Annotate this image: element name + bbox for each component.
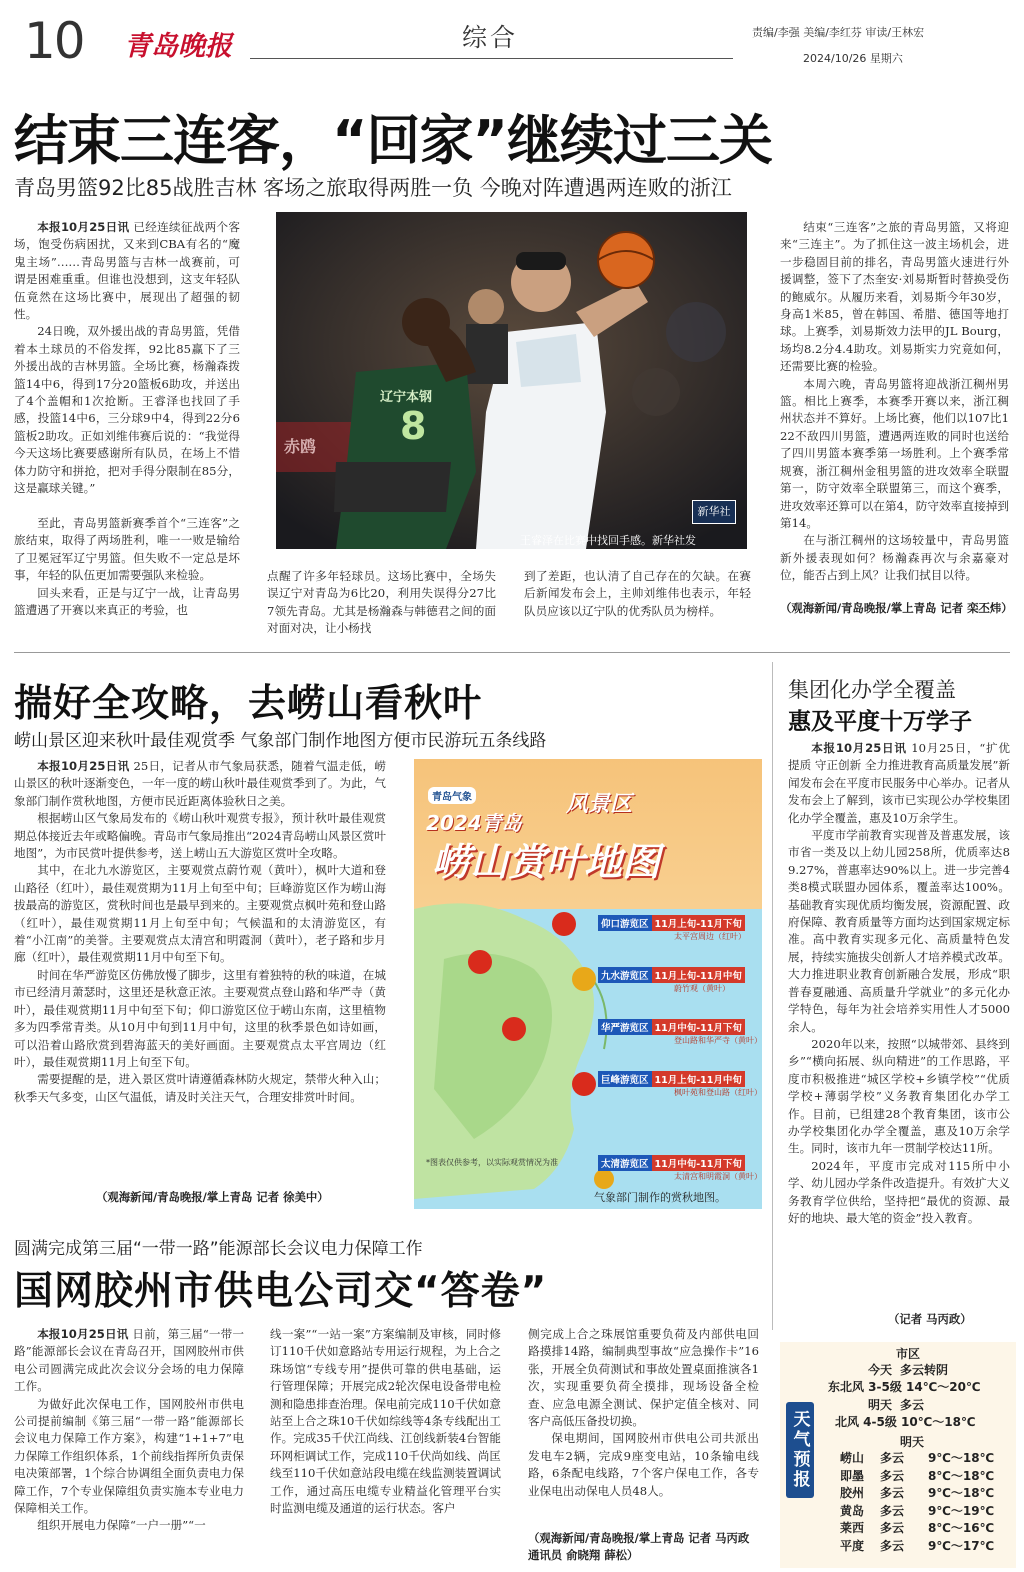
region-sky: 多云 — [880, 1503, 905, 1518]
weather-region-row — [840, 1538, 994, 1556]
weather-tomorrow-label: 明天 — [868, 1398, 893, 1412]
article1-byline: （观海新闻/青岛晚报/掌上青岛 记者 栾丕炜） — [780, 601, 1013, 615]
article1-headline: 结束三连客，“回家”继续过三关 — [14, 109, 772, 172]
article1-column-1 — [14, 219, 240, 563]
article4-col3-p1: 侧完成上合之珠展馆重要负荷及内部供电回路摸排14路，编制典型事故“应急操作卡”16张，开展全负荷测试和事故处置桌面推演各1次，实现重要负荷全摸排，现场设备全检查、应急电源全测试、保护定值全核对、同客户高低压备投切换。 — [528, 1327, 759, 1429]
article1-col4-p1: 结束“三连客”之旅的青岛男篮，又将迎来“三连主”。为了抓住这一波主场机会，进一步稳固目前的排名，青岛男篮火速进行外援调整，签下了杰奎安·刘易斯暂时替换受伤的鲍威尔。从履历来看，刘易斯今年30岁，身高1米85，曾在韩国、希腊、德国等地打球。上赛季，刘易斯效力法甲的JL Bourg，场均8.2分4.4助攻。刘易斯实力究竟如何，还需要比赛的检验。 — [780, 220, 1009, 374]
article3-p2: 平度市学前教育实现普及普惠发展，该市省一类及以上幼儿园258所，优质率达89.27%，普惠率达90%以上。进一步完善4类8模式联盟办园体系，覆盖率达100%。基础教育实现优质均衡发展，资源配置、政府保障、教育质量等方面均达到国家规定标准。高中教育实现多元化、高质量特色发展，持续实施拔尖创新人才培养模式改革。大力推进职业教育创新融合发展，形成“职普春夏融通、高质量升学就业”的多元化办学特色，每年为社会培养实用性人才5000余人。 — [788, 828, 1010, 1034]
section-name: 综合 — [462, 23, 519, 52]
article4-col3-p2: 保电期间，国网胶州市供电公司共派出发电车2辆，完成9座变电站，10条输电线路，6条配电线路，7个客户保电工作，各专业保电出动保电人员48人。 — [528, 1431, 759, 1498]
article2-p1: 25日，记者从市气象局获悉，随着气温走低，崂山景区的秋叶逐渐变色，一年一度的崂山秋叶最佳观赏季到了。为此，气象部门制作赏秋地图，方便市民近距离体验秋日之美。 — [14, 759, 386, 808]
weather-today-sky: 多云转阴 — [900, 1363, 949, 1377]
basketball-photo-illustration — [276, 212, 747, 549]
weather-region-row — [840, 1503, 994, 1521]
article3-byline: （记者 马丙政） — [888, 1312, 972, 1326]
article3-p4: 2024年，平度市完成对115所中小学、幼儿园办学条件改造提升。有效扩大义务教育学位供给，坚持把“最优的资源、最好的地块、最大笔的资金”投入教育。 — [788, 1158, 1010, 1225]
zone-period: 11月中旬-11月下旬 — [652, 1155, 745, 1171]
zone-item — [598, 1071, 762, 1115]
region-temp: 8℃～16℃ — [928, 1521, 995, 1535]
article1-column-4 — [780, 219, 1013, 617]
weather-tomorrow-detail-row — [835, 1414, 976, 1432]
zone-item — [598, 967, 758, 1011]
editors-line: 责编/李强 美编/李红芬 审读/王林宏 — [752, 26, 925, 39]
map-title-line3: 崂山赏叶地图 — [432, 840, 661, 884]
article4-headline: 国网胶州市供电公司交“答卷” — [14, 1269, 548, 1314]
region-temp: 9℃～19℃ — [928, 1503, 995, 1518]
article3-text — [788, 740, 1010, 1316]
region-sky: 多云 — [880, 1486, 905, 1500]
region-name: 即墨 — [840, 1468, 865, 1483]
weather-region-list — [840, 1450, 994, 1555]
article2-dateline: 本报10月25日讯 — [37, 759, 130, 773]
article1-col3-text: 到了差距，也认清了自己存在的欠缺。在赛后新闻发布会上，主帅刘维伟也表示，年轻队员应该以辽宁队的优秀队员为榜样。 — [524, 569, 751, 618]
zone-period: 11月中旬-11月下旬 — [652, 1019, 745, 1035]
weather-label — [786, 1402, 814, 1498]
page-number: 10 — [24, 12, 84, 70]
article1-column-3 — [524, 568, 751, 638]
zone-note: 蔚竹观（黄叶） — [674, 984, 730, 993]
paper-name-logo: 青岛晚报 — [124, 31, 232, 62]
article2-text — [14, 758, 386, 1184]
article4-column-1 — [14, 1326, 244, 1566]
article2-byline: （观海新闻/青岛晚报/掌上青岛 记者 徐美中） — [96, 1190, 329, 1204]
zone-name: 太清游览区 — [598, 1155, 652, 1171]
region-temp: 9℃～17℃ — [928, 1538, 995, 1553]
zone-period: 11月上旬-11月下旬 — [652, 915, 745, 931]
article3-p3: 2020年以来，按照“以城带郊、县终到乡”“横向拓展、纵向精进”的工作思路，平度市积极推进“城区学校+乡镇学校”“优质学校+薄弱学校”义务教育集团化办学工作。目前，已组建28个教育集团，该市公办学校集团化办学全覆盖，惠及10万余学生。同时，该市九年一贯制学校达11所。 — [788, 1036, 1010, 1156]
region-name: 黄岛 — [840, 1503, 865, 1518]
zone-period: 11月上旬-11月中旬 — [652, 1071, 745, 1087]
weather-today-detail: 东北风 3-5级 14℃～20℃ — [828, 1380, 981, 1394]
article4-column-3 — [528, 1326, 759, 1532]
region-sky: 多云 — [880, 1538, 905, 1553]
zone-period: 11月上旬-11月中旬 — [652, 967, 745, 983]
weather-tomorrow — [868, 1397, 924, 1415]
article2-p3: 其中，在北九水游览区，主要观赏点蔚竹观（黄叶），枫叶大道和登山路径（红叶），最佳观赏期为11月上旬至中旬；巨峰游览区作为崂山海拔最高的游览区，赏秋时间也是最早到来的。主要观赏点枫叶苑和登山路（红叶），最佳观赏期11月上旬至中旬；气候温和的太清游览区，有着“小江南”的美誉。主要观赏点太清宫和明霞洞（黄叶），老子路和步月廊（红叶），最佳观赏期11月中旬至下旬。 — [14, 863, 386, 965]
zone-note: 登山路和华严寺（黄叶） — [674, 1036, 762, 1045]
zone-note: 太平宫周边（红叶） — [674, 932, 746, 941]
region-sky: 多云 — [880, 1468, 905, 1483]
region-temp: 8℃～18℃ — [928, 1468, 995, 1483]
region-name: 莱西 — [840, 1521, 865, 1535]
weather-box — [780, 1342, 1016, 1568]
article4-col1-p3: 组织开展电力保障“一户一册”“一 — [37, 1518, 206, 1533]
article2-p5: 需要提醒的是，进入景区赏叶请遵循森林防火规定，禁带火种入山；秋季天气多变，山区气温低，请及时关注天气，合理安排赏叶时间。 — [14, 1072, 386, 1104]
article4-column-2 — [270, 1326, 501, 1566]
xinhua-badge: 新华社 — [692, 500, 736, 524]
article1-col4-p2: 本周六晚，青岛男篮将迎战浙江稠州男篮。相比上赛季，本赛季开赛以来，浙江稠州状态并不算好。上场比赛，他们以107比122不敌四川男篮，遭遇两连败的同时也送给了四川男篮本赛季第一场胜利。上个赛季常规赛，浙江稠州金租男篮的进攻效率全联盟第一，防守效率全联盟第三，而这个赛季，进攻效率还算可以在第4，防守效率直接掉到第14。 — [780, 376, 1009, 530]
map-title-line2: 风景区 — [566, 792, 633, 817]
weather-city-title: 市区 — [896, 1347, 921, 1361]
weather-tomorrow-sky: 多云 — [900, 1398, 925, 1412]
article1-col1-p1: 已经连续征战两个客场，饱受伤病困扰，又来到CBA有名的“魔鬼主场”……青岛男篮与吉林一战赛前，可谓是困难重重。但谁也没想到，这支年轻队伍竟然在这场比赛中，展现出了超强的韧性。 — [14, 220, 240, 322]
region-sky: 多云 — [880, 1521, 905, 1535]
masthead-rule — [250, 58, 733, 59]
zone-name: 仰口游览区 — [598, 915, 652, 931]
weather-region-title: 明天 — [900, 1435, 925, 1449]
weather-region-row — [840, 1450, 994, 1468]
article4-col1-p1: 日前，第三届“一带一路”能源部长会议在青岛召开，国网胶州市供电公司圆满完成此次会议分会场的电力保障工作。 — [14, 1327, 244, 1394]
article1-col1-p2: 24日晚，双外援出战的青岛男篮，凭借着本土球员的不俗发挥，92比85赢下了三外援出战的吉林男篮。全场比赛，杨瀚森拨篮14中6，得到17分20篮板6助攻，并送出了4个盖帽和1次抢断。王睿泽也找回了手感，投篮14中6，三分球9中4，得到22分6篮板2助攻。正如刘维伟赛后说的：“我觉得今天这场比赛要感谢所有队员，在场上不惜体力防守和拼抢，把对手得分限制在85分，这是赢球关键。” — [14, 324, 240, 496]
zone-name: 九水游览区 — [598, 967, 652, 983]
weather-today-label: 今天 — [868, 1363, 893, 1377]
article4-kicker: 圆满完成第三届“一带一路”能源部长会议电力保障工作 — [14, 1239, 423, 1259]
weather-today — [868, 1362, 948, 1380]
article3-headline: 惠及平度十万学子 — [788, 709, 972, 735]
region-name: 平度 — [840, 1538, 865, 1553]
region-name: 胶州 — [840, 1486, 865, 1500]
zone-list — [598, 915, 762, 1199]
article2-p4: 时间在华严游览区仿佛放慢了脚步，这里有着独特的秋的味道，在城市已经清月萧瑟时，这里还是秋意正浓。主要观赏点登山路和华严寺（黄叶），最佳观赏期11月中旬至下旬；仰口游览区位于崂山东南，这里植物多为四季常青类。从10月中旬到11月中旬，这里的秋季景色如诗如画，可以沿着山路欣赏到碧海蓝天的美好画面。主要观赏点太平宫周边（红叶），最佳观赏期11月上旬至下旬。 — [14, 967, 386, 1069]
article4-col1-p2: 为做好此次保电工作，国网胶州市供电公司提前编制《第三届“一带一路”能源部长会议电力保障工作方案》，构建“1+1+7”电力保障工作组织体系，1个前线指挥所负责保电决策部署，1个综合协调组全面负责电力保障工作，7个专业保障组负责实施本专业电力保障相关工作。 — [14, 1396, 244, 1516]
zone-name: 巨峰游览区 — [598, 1071, 652, 1087]
article1-column-2 — [267, 568, 496, 638]
map-logo: 青岛气象 — [428, 787, 476, 804]
article1-col4-p3: 在与浙江稠州的这场较量中，青岛男篮新外援表现如何？杨瀚森再次与余嘉豪对位，能否占到上风？让我们拭目以待。 — [780, 533, 1009, 583]
map-title-line1: 2024青岛 — [426, 811, 522, 835]
map-caption: 气象部门制作的赏秋地图。 — [594, 1191, 726, 1204]
photo-caption: 王睿泽在比赛中找回手感。新华社发 — [520, 534, 696, 547]
region-temp: 9℃～18℃ — [928, 1451, 995, 1465]
zone-name: 华严游览区 — [598, 1019, 652, 1035]
basketball-photo — [276, 212, 747, 549]
weather-tomorrow-detail: 北风 4-5级 10℃～18℃ — [835, 1415, 976, 1429]
region-name: 崂山 — [840, 1451, 865, 1465]
court-sign-text: 赤鸥 — [284, 437, 317, 456]
article4-col2-text: 线一案”“一站一案”方案编制及审核，同时修订110千伏如意路站专用运行规程，为上合之珠场馆“专线专用”提供可靠的供电基础，运行管理保障；开展完成2轮次保电设备带电检测和隐患排查治理。保电前完成110千伏如意站至上合之珠10千伏如综线等4条专线配出工作。完成35千伏江尚线、江创线新装4台智能环网柜调试工作，完成110千伏尚如线、尚匡线至110千伏如意站段电缆在线监测装置调试工作，通过高压电缆专业精益化管理平台实时监测电缆及通道的运行状态。客户 — [270, 1327, 501, 1516]
weather-region-row — [840, 1468, 994, 1486]
region-temp: 9℃～18℃ — [928, 1486, 995, 1500]
article3-p1: 10月25日，“扩优提质 守正创新 全力推进教育高质量发展”新闻发布会在平度市民服务中心举办。记者从发布会上了解到，该市已实现公办学校集团化办学全覆盖，惠及10万余学生。 — [788, 741, 1010, 825]
map-footnote: *图表仅供参考，以实际观赏情况为准 — [426, 1158, 558, 1167]
article1-col1-p3: 至此，青岛男篮新赛季首个“三连客”之旅结束，取得了两场胜利，唯一一败是输给了卫冕冠军辽宁男篮。但失败不一定总是坏事，年轻的队伍更加需要强队来检验。 — [14, 516, 240, 583]
weather-vertical-label: 天气预报 — [789, 1410, 810, 1490]
article1-dateline: 本报10月25日讯 — [37, 220, 130, 234]
weather-region-row — [840, 1485, 994, 1503]
jersey-number: 8 — [400, 404, 427, 448]
article2-headline: 揣好全攻略，去崂山看秋叶 — [14, 681, 483, 725]
article3-kicker: 集团化办学全覆盖 — [788, 678, 956, 702]
article3-dateline: 本报10月25日讯 — [811, 741, 907, 755]
region-sky: 多云 — [880, 1451, 905, 1465]
weather-region-row — [840, 1520, 994, 1538]
zone-item — [598, 915, 758, 959]
zone-note: 太清宫和明霞洞（黄叶） — [674, 1172, 762, 1181]
divider — [14, 652, 1010, 653]
issue-date: 2024/10/26 星期六 — [803, 52, 903, 65]
article4-byline: （观海新闻/青岛晚报/掌上青岛 记者 马丙政 通讯员 俞晓翔 薛松） — [528, 1531, 750, 1562]
jersey-team-text: 辽宁本钢 — [380, 390, 433, 405]
divider — [772, 662, 773, 1330]
weather-today-detail-row — [828, 1379, 981, 1397]
autumn-leaf-map — [414, 759, 762, 1209]
zone-note: 枫叶苑和登山路（红叶） — [674, 1088, 762, 1097]
article2-subhead: 崂山景区迎来秋叶最佳观赏季 气象部门制作地图方便市民游玩五条线路 — [14, 731, 547, 751]
article4-dateline: 本报10月25日讯 — [37, 1327, 129, 1341]
article2-p2: 根据崂山区气象局发布的《崂山秋叶观赏专报》，预计秋叶最佳观赏期总体接近去年或略偏晚。青岛市气象局推出“2024青岛崂山风景区赏叶地图”，为市民赏叶提供参考，送上崂山五大游览区赏叶全攻略。 — [14, 811, 386, 861]
zone-item — [598, 1019, 762, 1063]
article1-col1-p4: 回头来看，正是与辽宁一战，让青岛男篮遭遇了开赛以来真正的考验，也 — [14, 585, 240, 618]
article1-subhead: 青岛男篮92比85战胜吉林 客场之旅取得两胜一负 今晚对阵遭遇两连败的浙江 — [14, 176, 732, 200]
article1-column-1b — [14, 515, 240, 637]
article1-col2-text: 点醒了许多年轻球员。这场比赛中，全场失误辽宁对青岛为6比20，利用失误得分27比7领先青岛。尤其是杨瀚森与韩德君之间的面对面对决，让小杨找 — [267, 569, 496, 636]
